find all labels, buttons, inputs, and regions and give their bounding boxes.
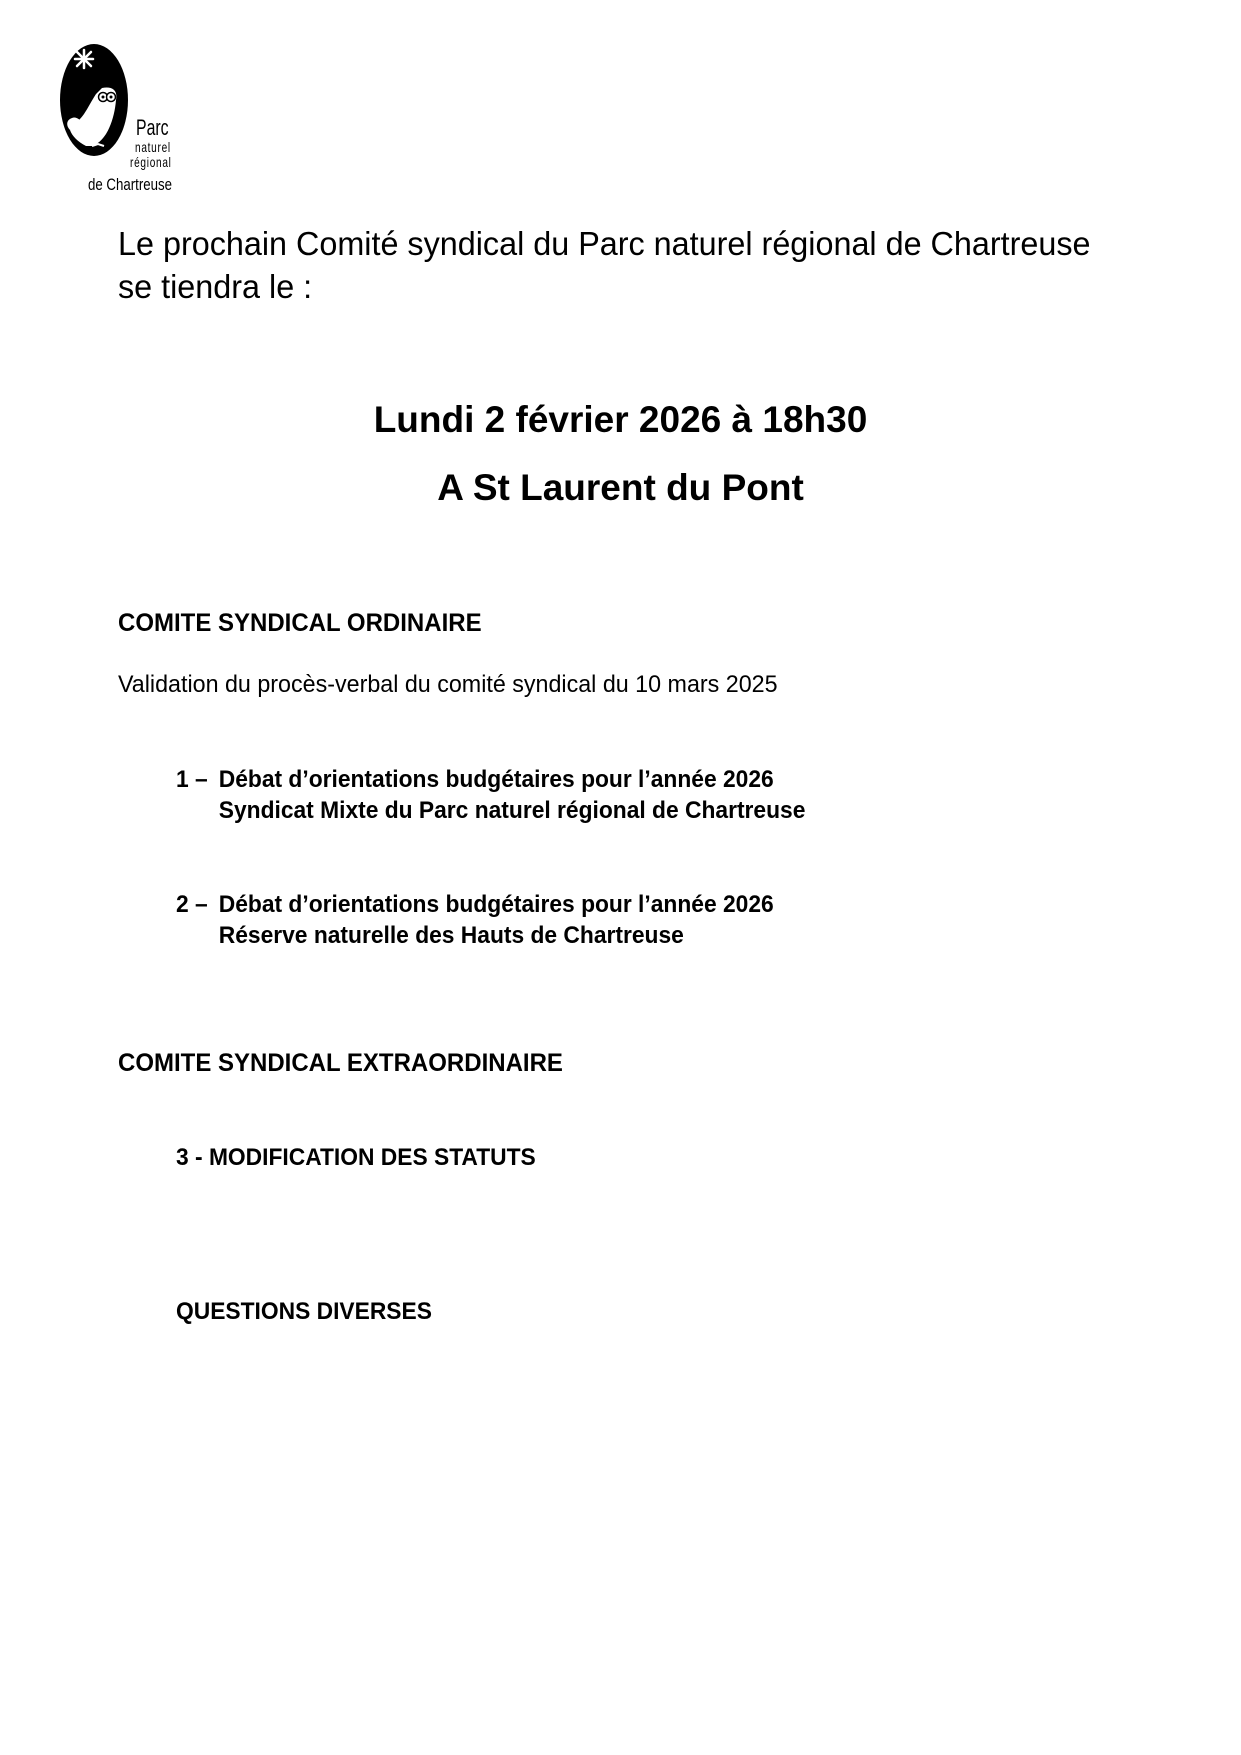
section-title-ordinaire: COMITE SYNDICAL ORDINAIRE: [118, 609, 482, 637]
agenda-item-number: 2 –: [176, 891, 208, 918]
agenda-item: [176, 764, 805, 826]
agenda-item-title: Débat d’orientations budgétaires pour l’année 2026: [218, 891, 774, 918]
validation-line: Validation du procès-verbal du comité syndical du 10 mars 2025: [118, 671, 778, 698]
owl-with-star-icon: [58, 42, 138, 172]
agenda-item: 3 - MODIFICATION DES STATUTS: [176, 1144, 536, 1171]
meeting-date: Lundi 2 février 2026 à 18h30: [373, 399, 868, 440]
agenda-item-number: 1 –: [176, 766, 208, 793]
agenda-item-subtitle: Syndicat Mixte du Parc naturel régional de Chartreuse: [218, 797, 806, 824]
logo-text-regional: régional: [130, 154, 172, 170]
logo-text-chartreuse: de Chartreuse: [88, 175, 173, 194]
logo-text-parc: Parc: [136, 115, 169, 140]
agenda-item-title: Débat d’orientations budgétaires pour l’année 2026: [218, 766, 774, 793]
logo-text-naturel: naturel: [135, 139, 171, 155]
intro-text: Le prochain Comité syndical du Parc naturel régional de Chartreuse se tiendra le :: [118, 225, 1091, 305]
agenda-item: [176, 889, 774, 951]
questions-diverses: QUESTIONS DIVERSES: [176, 1298, 432, 1325]
meeting-place: A St Laurent du Pont: [437, 467, 804, 508]
park-logo: [58, 42, 188, 202]
agenda-item-subtitle: Réserve naturelle des Hauts de Chartreuse: [218, 922, 684, 949]
section-title-extraordinaire: COMITE SYNDICAL EXTRAORDINAIRE: [118, 1049, 563, 1077]
